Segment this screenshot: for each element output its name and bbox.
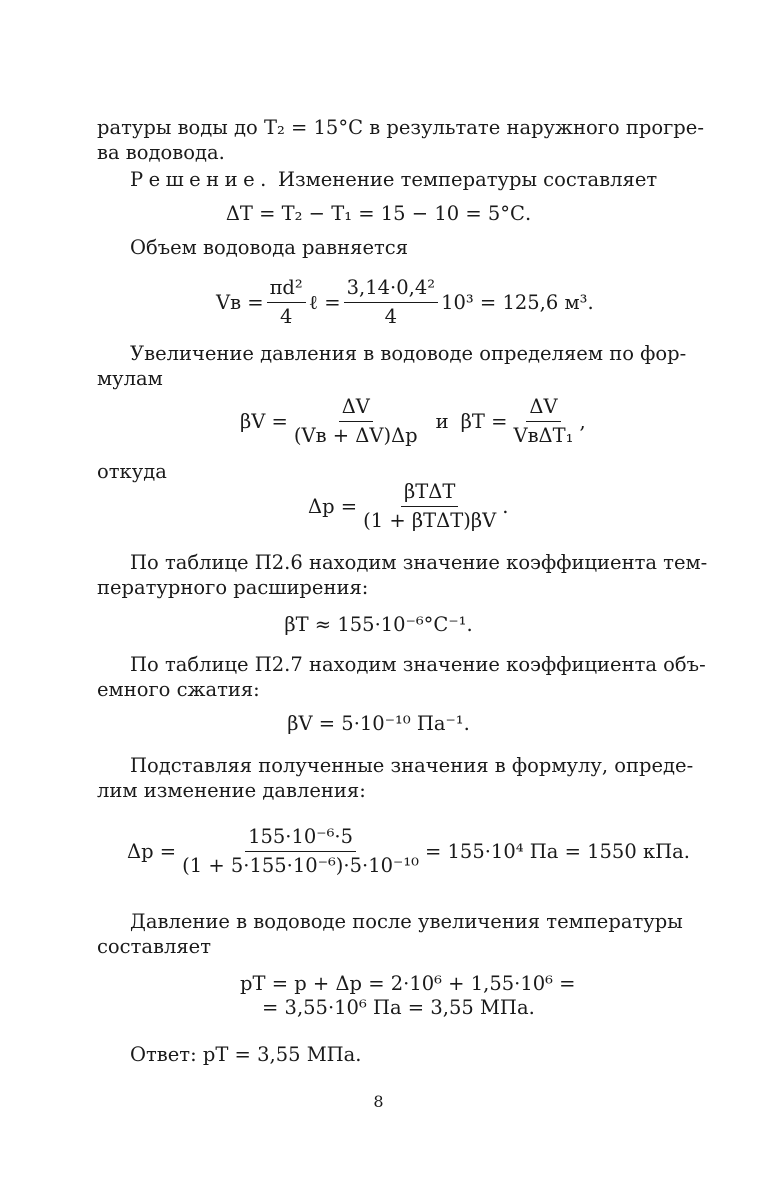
fraction xyxy=(291,395,421,448)
denominator: 4 xyxy=(279,305,293,328)
paragraph-line: составляет xyxy=(97,935,211,958)
formula-pt-line1: pT = p + Δp = 2·10⁶ + 1,55·10⁶ = xyxy=(240,972,576,995)
paragraph-line: Объем водовода равняется xyxy=(130,236,408,259)
denominator: VвΔT₁ xyxy=(513,424,574,447)
formula-volume xyxy=(216,276,594,329)
solution-heading-line xyxy=(130,168,657,192)
solution-label: Решение. xyxy=(130,168,272,191)
paragraph-line: откуда xyxy=(97,460,167,483)
fraction xyxy=(360,480,499,533)
conjunction: и xyxy=(435,410,449,433)
formula-part: = 155·10⁴ Па = 1550 кПа. xyxy=(424,840,690,863)
formula-beta-t-value: βT ≈ 155·10⁻⁶°С⁻¹. xyxy=(284,613,473,636)
formula-betas xyxy=(240,395,586,448)
paragraph-line: Увеличение давления в водоводе определяем по фор- xyxy=(130,342,687,365)
answer-value: pT = 3,55 МПа. xyxy=(202,1043,362,1066)
paragraph-line: лим изменение давления: xyxy=(97,779,366,802)
page-number: 8 xyxy=(373,1092,384,1111)
denominator: 4 xyxy=(384,305,398,328)
formula-part: βV = xyxy=(240,410,288,433)
formula-delta-t: ΔT = T₂ − T₁ = 15 − 10 = 5°С. xyxy=(225,202,532,225)
paragraph-line: ва водовода. xyxy=(97,141,225,164)
paragraph-line: мулам xyxy=(97,367,163,390)
fraction xyxy=(179,825,422,878)
formula-part: βT = xyxy=(460,410,508,433)
formula-pt-line2: = 3,55·10⁶ Па = 3,55 МПа. xyxy=(262,996,535,1019)
formula-beta-v-value: βV = 5·10⁻¹⁰ Па⁻¹. xyxy=(287,712,470,735)
formula-part: 10³ = 125,6 м³. xyxy=(441,291,594,314)
denominator: (1 + 5·155·10⁻⁶)·5·10⁻¹⁰ xyxy=(182,854,419,877)
paragraph-line: По таблице П2.6 находим значение коэффициента тем- xyxy=(130,551,708,574)
paragraph-line: По таблице П2.7 находим значение коэффициента объ- xyxy=(130,653,706,676)
denominator: (1 + βTΔT)βV xyxy=(363,509,497,532)
numerator: βTΔT xyxy=(401,480,458,507)
formula-part: Vв = xyxy=(216,291,264,314)
answer-label: Ответ: xyxy=(130,1043,197,1066)
numerator: 3,14·0,4² xyxy=(344,276,438,303)
formula-delta-p xyxy=(308,480,508,533)
paragraph-text: Изменение температуры составляет xyxy=(271,168,658,191)
formula-part: Δp = xyxy=(127,840,177,863)
paragraph-line: ратуры воды до T₂ = 15°С в результате наружного прогре- xyxy=(97,116,704,139)
formula-part: . xyxy=(502,495,509,518)
numerator: πd² xyxy=(267,276,306,303)
answer-line xyxy=(130,1043,362,1067)
formula-calc xyxy=(127,825,690,878)
denominator: (Vв + ΔV)Δp xyxy=(293,424,418,447)
fraction xyxy=(344,276,438,329)
numerator: ΔV xyxy=(526,395,560,422)
formula-part: , xyxy=(579,410,586,433)
numerator: ΔV xyxy=(339,395,373,422)
paragraph-line: Давление в водоводе после увеличения температуры xyxy=(130,910,683,933)
paragraph-line: Подставляя полученные значения в формулу, опреде- xyxy=(130,754,694,777)
formula-part: ℓ = xyxy=(308,290,341,314)
numerator: 155·10⁻⁶·5 xyxy=(245,825,356,852)
formula-part: Δp = xyxy=(308,495,358,518)
paragraph-line: емного сжатия: xyxy=(97,678,260,701)
fraction xyxy=(510,395,576,448)
paragraph-line: пературного расширения: xyxy=(97,576,369,599)
fraction xyxy=(267,276,306,329)
